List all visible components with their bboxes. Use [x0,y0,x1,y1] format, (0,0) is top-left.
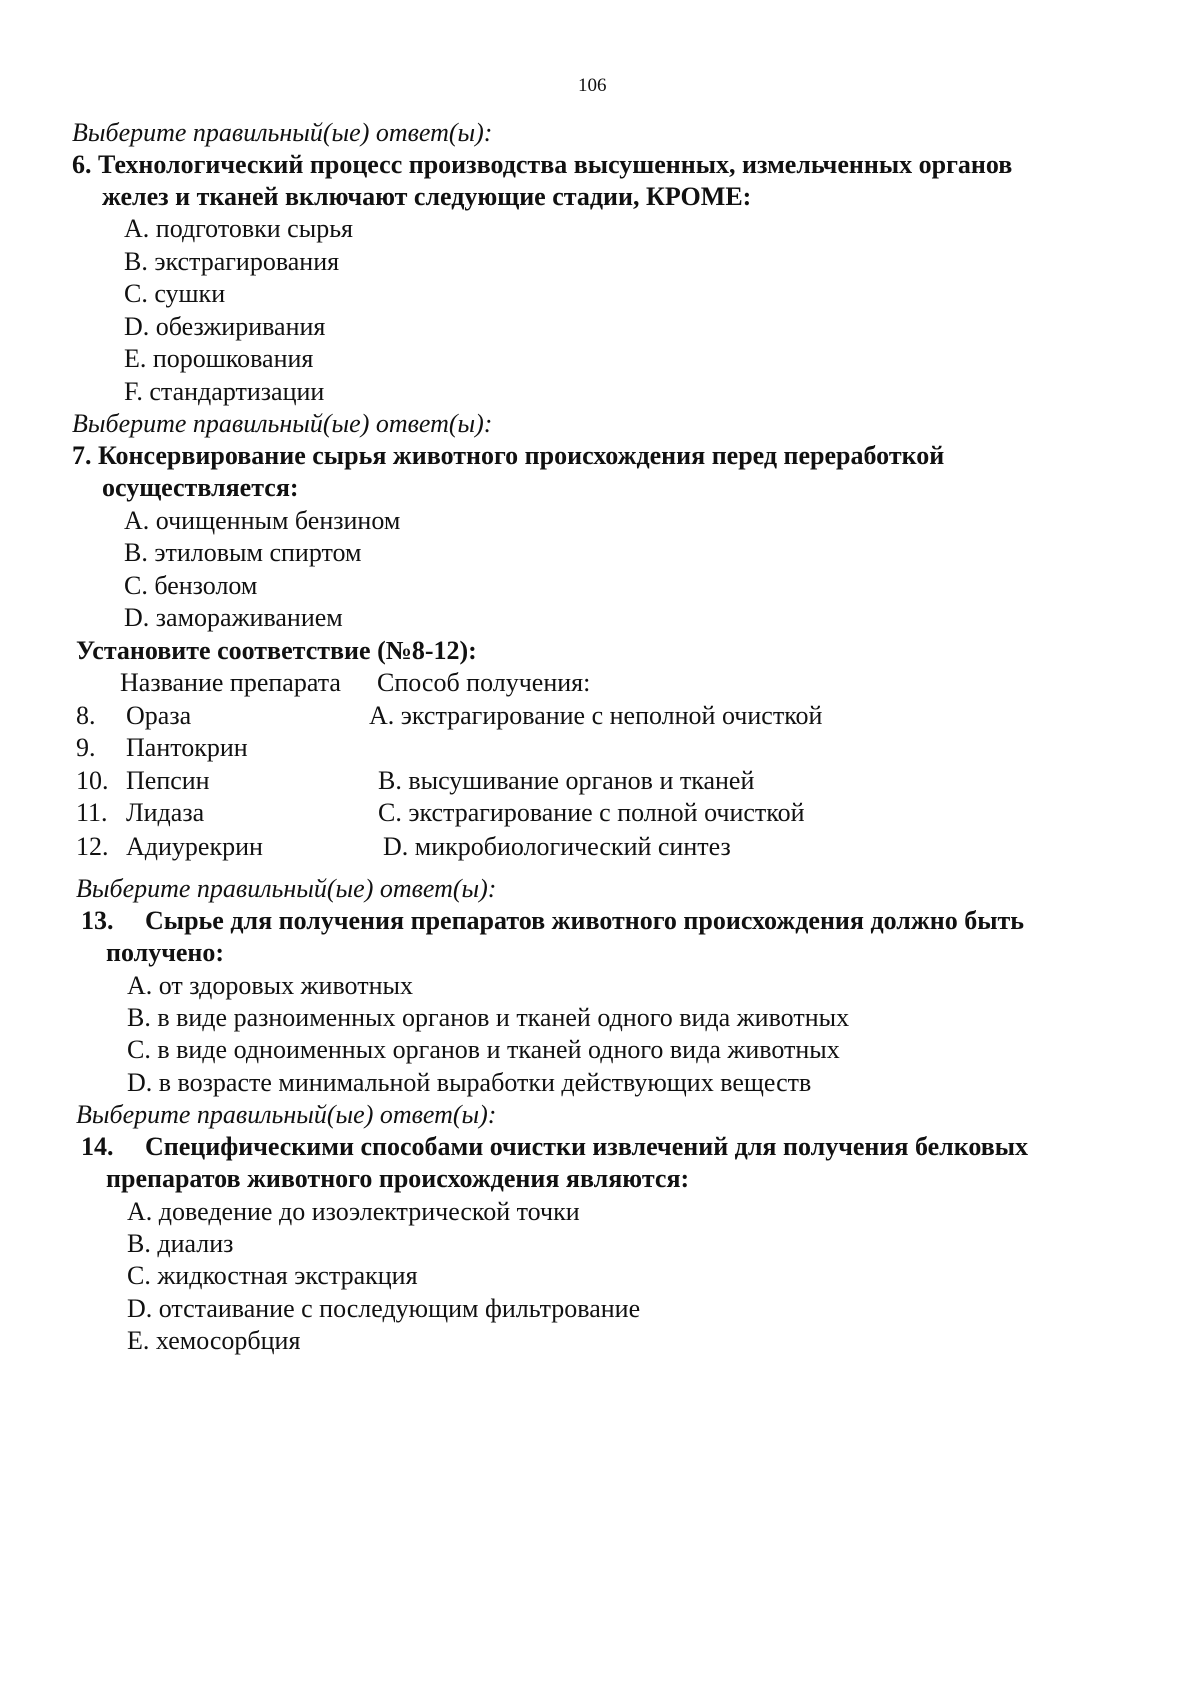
q6-option-a: A. подготовки сырья [124,214,354,243]
q14-option-e: E. хемосорбция [127,1326,301,1355]
q7-option-c: C. бензолом [124,571,258,600]
q7-option-d: D. замораживанием [124,603,343,632]
page-number: 106 [578,75,607,96]
question-14-line1: Специфическими способами очистки извлечений для получения белковых [145,1132,1029,1161]
q6-option-d: D. обезжиривания [124,312,326,341]
question-7-line1: 7. Консервирование сырья животного происхождения перед переработкой [72,441,945,470]
matching-row-number: 8. [76,701,96,730]
matching-row-number: 9. [76,733,96,762]
matching-method: B. высушивание органов и тканей [378,766,755,795]
q7-option-a: A. очищенным бензином [124,506,401,535]
matching-method: C. экстрагирование с полной очисткой [378,798,805,827]
q6-option-f: F. стандартизации [124,377,325,406]
matching-col2-header: Способ получения: [377,668,591,697]
question-13-line2: получено: [106,938,225,967]
matching-drug-name: Лидаза [126,798,205,827]
q14-option-b: B. диализ [127,1229,234,1258]
matching-method: A. экстрагирование с неполной очисткой [369,701,823,730]
matching-heading: Установите соответствие (№8-12): [76,636,477,665]
matching-row-number: 12. [76,832,109,861]
instruction-q7: Выберите правильный(ые) ответ(ы): [72,409,493,438]
q13-option-d: D. в возрасте минимальной выработки действующих веществ [127,1068,812,1097]
q14-option-c: C. жидкостная экстракция [127,1261,418,1290]
q6-option-b: B. экстрагирования [124,247,340,276]
matching-col1-header: Название препарата [120,668,341,697]
q6-option-e: E. порошкования [124,344,314,373]
question-14-line2: препаратов животного происхождения являются: [106,1164,690,1193]
matching-row-number: 10. [76,766,109,795]
matching-drug-name: Ораза [126,701,192,730]
q14-option-a: A. доведение до изоэлектрической точки [127,1197,580,1226]
question-13-line1: Сырье для получения препаратов животного происхождения должно быть [145,906,1025,935]
q7-option-b: B. этиловым спиртом [124,538,362,567]
q6-option-c: C. сушки [124,279,226,308]
matching-method: D. микробиологический синтез [383,832,731,861]
q14-option-d: D. отстаивание с последующим фильтрование [127,1294,641,1323]
matching-drug-name: Пепсин [126,766,210,795]
matching-drug-name: Адиурекрин [126,832,263,861]
question-7-line2: осуществляется: [102,473,299,502]
q13-option-a: A. от здоровых животных [127,971,413,1000]
question-13-number: 13. [81,906,114,935]
question-6-line2: желез и тканей включают следующие стадии, КРОМЕ: [102,182,752,211]
q13-option-c: C. в виде одноименных органов и тканей одного вида животных [127,1035,840,1064]
q13-option-b: B. в виде разноименных органов и тканей одного вида животных [127,1003,850,1032]
instruction-q13: Выберите правильный(ые) ответ(ы): [76,874,497,903]
instruction-q14: Выберите правильный(ые) ответ(ы): [76,1100,497,1129]
matching-row-number: 11. [76,798,108,827]
matching-drug-name: Пантокрин [126,733,248,762]
question-6-line1: 6. Технологический процесс производства высушенных, измельченных органов [72,150,1013,179]
instruction-q6: Выберите правильный(ые) ответ(ы): [72,118,493,147]
question-14-number: 14. [81,1132,114,1161]
